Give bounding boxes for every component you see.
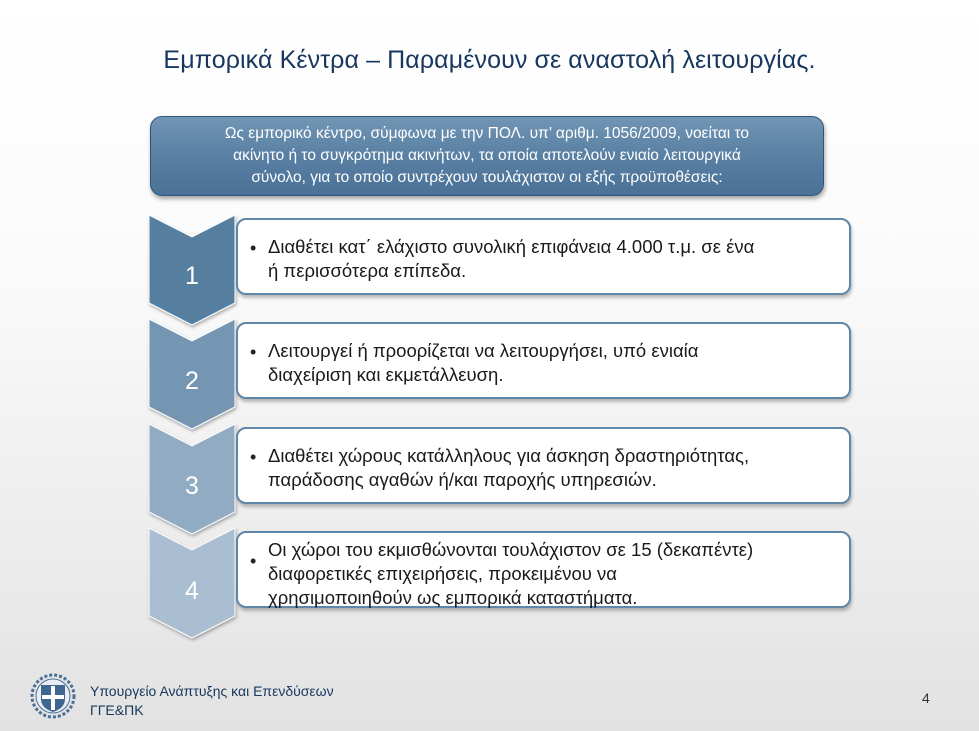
step-text-line: παράδοσης αγαθών ή/και παροχής υπηρεσιών. [268, 469, 657, 490]
step-text-2 [268, 339, 837, 387]
step-text-line: Διαθέτει κατ΄ ελάχιστο συνολική επιφάνεια 4.000 τ.μ. σε ένα [268, 236, 755, 257]
slide-title: Εμπορικά Κέντρα – Παραμένουν σε αναστολή λειτουργίας. [163, 46, 816, 74]
step-text-3 [268, 444, 837, 492]
step-text-line: Οι χώροι του εκμισθώνονται τουλάχιστον σε 15 (δεκαπέντε) [268, 539, 754, 560]
footer-ministry [90, 682, 334, 720]
bullet: • [250, 238, 257, 258]
greek-coat-of-arms-icon [30, 673, 76, 719]
step-text-line: διαχείριση και εκμετάλλευση. [268, 364, 504, 385]
step-card-1 [236, 218, 851, 295]
step-number-4: 4 [185, 577, 199, 605]
step-text-line: Λειτουργεί ή προορίζεται να λειτουργήσει, υπό ενιαία [268, 340, 699, 361]
bullet: • [250, 447, 257, 467]
step-text-line: Διαθέτει χώρους κατάλληλους για άσκηση δραστηριότητας, [268, 445, 750, 466]
step-number-2: 2 [185, 367, 199, 395]
step-text-line: χρησιμοποιηθούν ως εμπορικά καταστήματα. [268, 587, 638, 608]
step-number-1: 1 [185, 262, 199, 290]
department-name: ΓΓΕ&ΠΚ [90, 702, 144, 718]
step-card-2 [236, 322, 851, 399]
bullet: • [250, 342, 257, 362]
intro-line: ακίνητο ή το συγκρότημα ακινήτων, τα οποία αποτελούν ενιαίο λειτουργικά [233, 147, 741, 164]
step-number-3: 3 [185, 472, 199, 500]
step-text-line: διαφορετικές επιχειρήσεις, προκειμένου να [268, 563, 617, 584]
step-card-3 [236, 427, 851, 504]
step-text-4 [268, 538, 837, 610]
step-text-1 [268, 235, 837, 283]
page-number: 4 [922, 690, 930, 706]
intro-line: Ως εμπορικό κέντρο, σύμφωνα με την ΠΟΛ. υπ’ αριθμ. 1056/2009, νοείται το [224, 125, 750, 142]
ministry-name: Υπουργείο Ανάπτυξης και Επενδύσεων [90, 683, 334, 699]
step-card-4 [236, 531, 851, 608]
bullet: • [250, 551, 257, 571]
intro-line: σύνολο, για το οποίο συντρέχουν τουλάχιστον οι εξής προϋποθέσεις: [251, 169, 723, 186]
step-text-line: ή περισσότερα επίπεδα. [268, 260, 467, 281]
